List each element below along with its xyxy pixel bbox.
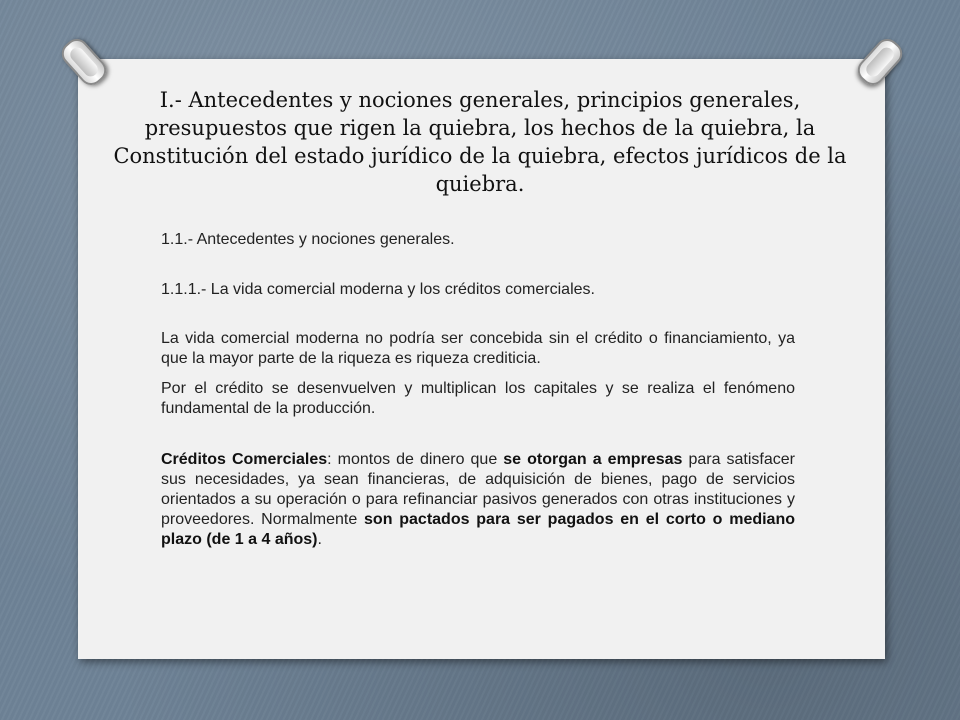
text-segment: para satisfacer sus necesidades, ya sean financieras, de adquisición de bienes, pago de servicios orientados a su operación o para refinanciar pasivos generados con otras instituciones y proveedores. Normalmente <box>161 451 796 528</box>
slide-body <box>161 230 795 550</box>
emphasis-otorgan: se otorgan a empresas <box>503 451 683 468</box>
paragraph-credito: Por el crédito se desenvuelven y multiplican los capitales y se realiza el fenómeno fundamental de la producción. <box>161 380 795 417</box>
term-creditos-comerciales: Créditos Comerciales <box>161 451 328 468</box>
text-segment: . <box>317 531 322 548</box>
subheading-vida-comercial: 1.1.1.- La vida comercial moderna y los créditos comerciales. <box>161 281 595 298</box>
paragraph-vida-comercial: La vida comercial moderna no podría ser concebida sin el crédito o financiamiento, ya que la mayor parte de la riqueza es riqueza crediticia. <box>161 330 795 367</box>
text-segment: : montos de dinero que <box>327 451 504 468</box>
paragraph-creditos-comerciales <box>161 450 795 550</box>
slide-title: I.- Antecedentes y nociones generales, principios generales, presupuestos que rigen la quiebra, los hechos de la quiebra, la Constitución del estado jurídico de la quiebra, efectos jurídicos de la quiebra. <box>113 88 847 196</box>
subheading-antecedentes: 1.1.- Antecedentes y nociones generales. <box>161 231 455 248</box>
emphasis-plazo: son pactados para ser pagados en el corto o mediano plazo (de 1 a 4 años) <box>161 511 796 548</box>
